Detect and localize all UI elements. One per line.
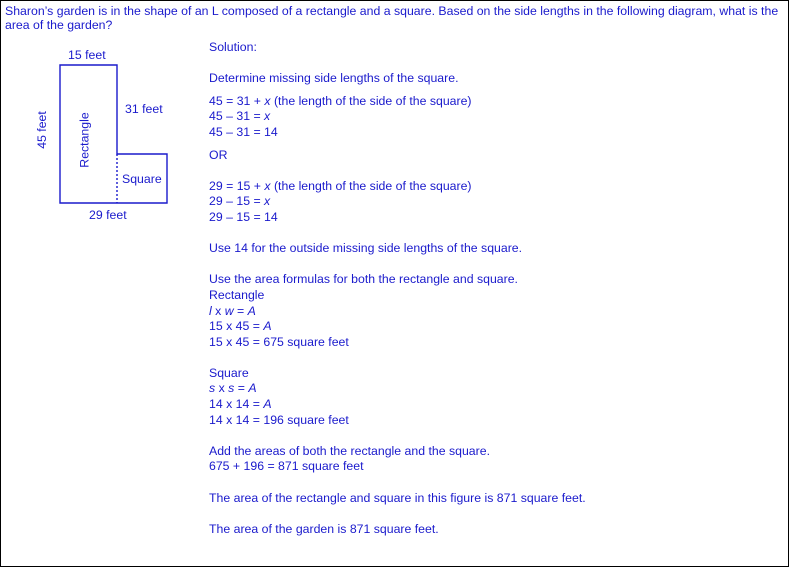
rectangle-title: Rectangle (209, 287, 265, 302)
square-result: 14 x 14 = 196 square feet (209, 412, 349, 427)
method1-equation3: 45 – 31 = 14 (209, 124, 278, 139)
square-title: Square (209, 365, 249, 380)
area-formulas-intro: Use the area formulas for both the rectangle and square. (209, 272, 518, 287)
solution-block (209, 40, 769, 537)
method2-equation1: 29 = 15 + x (the length of the side of the square) (209, 178, 472, 193)
solution-heading: Solution: (209, 40, 257, 54)
method1-equation1: 45 = 31 + x (the length of the side of the square) (209, 93, 472, 108)
conclusion-figure: The area of the rectangle and square in this figure is 871 square feet. (209, 490, 586, 505)
rectangle-formula: l x w = A (209, 303, 256, 318)
or-label: OR (209, 147, 228, 162)
question-text: Sharon’s garden is in the shape of an L composed of a rectangle and a square. Based on the side lengths in the following diagram, what is the area of the garden? (5, 4, 779, 32)
l-shape-diagram (31, 41, 181, 231)
use-14-note: Use 14 for the outside missing side lengths of the square. (209, 241, 523, 256)
left-length-label: 45 feet (34, 111, 49, 149)
rectangle-result: 15 x 45 = 675 square feet (209, 334, 349, 349)
method2-equation2: 29 – 15 = x (209, 194, 271, 209)
rectangle-substitution: 15 x 45 = A (209, 319, 272, 334)
rectangle-label: Rectangle (77, 112, 92, 168)
method2-equation3: 29 – 15 = 14 (209, 209, 278, 224)
square-formula: s x s = A (209, 381, 257, 396)
add-areas-intro: Add the areas of both the rectangle and the square. (209, 443, 490, 458)
inner-right-length-label: 31 feet (125, 102, 163, 116)
top-length-label: 15 feet (68, 48, 106, 62)
missing-sides-intro: Determine missing side lengths of the square. (209, 71, 459, 86)
conclusion-garden: The area of the garden is 871 square feet. (209, 521, 439, 536)
sum-result: 675 + 196 = 871 square feet (209, 459, 364, 474)
bottom-length-label: 29 feet (89, 208, 127, 222)
square-substitution: 14 x 14 = A (209, 397, 272, 412)
diagram-svg (31, 41, 181, 231)
square-label: Square (122, 172, 162, 186)
method1-equation2: 45 – 31 = x (209, 109, 271, 124)
